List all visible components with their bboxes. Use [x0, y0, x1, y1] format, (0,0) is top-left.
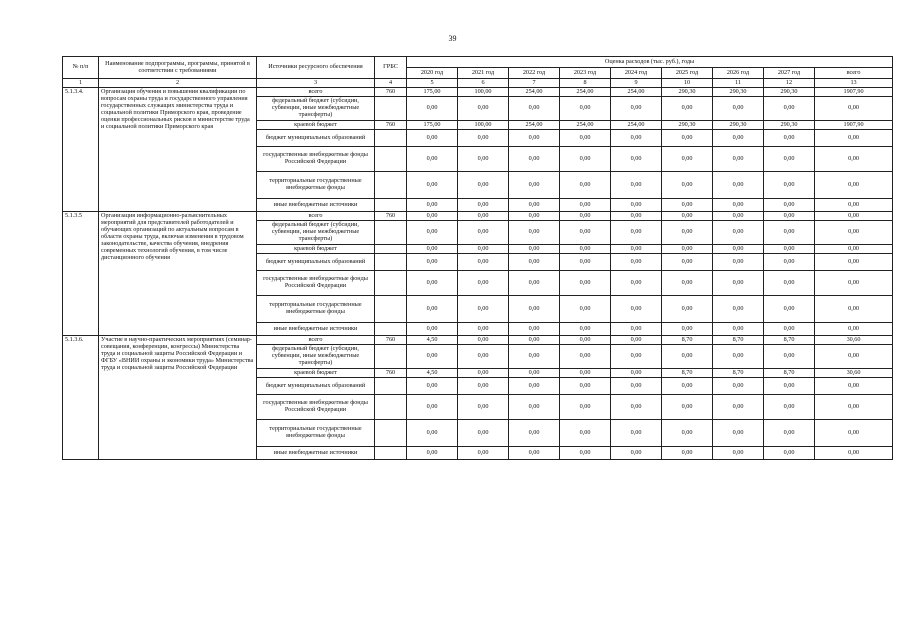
year-value-cell: 0,00 [560, 172, 611, 199]
year-value-cell: 0,00 [560, 420, 611, 447]
year-value-cell: 0,00 [509, 271, 560, 296]
year-value-cell: 0,00 [764, 271, 815, 296]
grbs-cell: 760 [375, 212, 407, 221]
total-cell: 0,00 [815, 254, 893, 271]
year-value-cell: 175,00 [407, 88, 458, 97]
year-value-cell: 0,00 [662, 345, 713, 369]
year-value-cell: 0,00 [764, 345, 815, 369]
year-value-cell: 0,00 [611, 345, 662, 369]
year-value-cell: 8,70 [764, 336, 815, 345]
year-value-cell: 0,00 [509, 296, 560, 323]
header-grbs: ГРБС [375, 57, 407, 79]
year-value-cell: 0,00 [458, 97, 509, 121]
year-value-cell: 0,00 [458, 147, 509, 172]
year-value-cell: 0,00 [560, 97, 611, 121]
column-index: 4 [375, 79, 407, 88]
measure-name: Организация обучения и повышения квалификации по вопросам охраны труда и государственного управления государственных служащих министерства труда и социальной политики Приморского края, проведение оценки профессиональных рисков в министерстве труда и социальной политики Приморского края [99, 88, 257, 212]
year-value-cell: 0,00 [458, 447, 509, 460]
grbs-cell [375, 97, 407, 121]
year-value-cell: 0,00 [662, 199, 713, 212]
header-year: 2022 год [509, 68, 560, 79]
year-value-cell: 0,00 [560, 395, 611, 420]
column-index: 5 [407, 79, 458, 88]
grbs-cell [375, 395, 407, 420]
year-value-cell: 0,00 [611, 130, 662, 147]
funding-source: бюджет муниципальных образований [257, 378, 375, 395]
header-name: Наименование подпрограммы, программы, принятой в соответствии с требованиями [99, 57, 257, 79]
year-value-cell: 0,00 [560, 130, 611, 147]
year-value-cell: 0,00 [407, 271, 458, 296]
year-value-cell: 0,00 [713, 395, 764, 420]
year-value-cell: 0,00 [509, 245, 560, 254]
year-value-cell: 0,00 [458, 221, 509, 245]
header-year: 2023 год [560, 68, 611, 79]
year-value-cell: 0,00 [560, 296, 611, 323]
year-value-cell: 0,00 [560, 245, 611, 254]
grbs-cell [375, 147, 407, 172]
year-value-cell: 0,00 [509, 336, 560, 345]
year-value-cell: 0,00 [764, 221, 815, 245]
year-value-cell: 0,00 [764, 147, 815, 172]
year-value-cell: 0,00 [611, 378, 662, 395]
year-value-cell: 0,00 [662, 130, 713, 147]
funding-source: иные внебюджетные источники [257, 199, 375, 212]
year-value-cell: 0,00 [662, 447, 713, 460]
grbs-cell [375, 172, 407, 199]
year-value-cell: 290,30 [713, 121, 764, 130]
year-value-cell: 0,00 [509, 254, 560, 271]
year-value-cell: 0,00 [560, 212, 611, 221]
grbs-cell [375, 130, 407, 147]
table-row [63, 88, 893, 97]
year-value-cell: 0,00 [764, 395, 815, 420]
year-value-cell: 290,30 [662, 88, 713, 97]
header-year: 2021 год [458, 68, 509, 79]
year-value-cell: 0,00 [662, 245, 713, 254]
year-value-cell: 0,00 [458, 378, 509, 395]
year-value-cell: 0,00 [509, 130, 560, 147]
year-value-cell: 8,70 [662, 336, 713, 345]
year-value-cell: 0,00 [509, 199, 560, 212]
funding-source: территориальные государственные внебюджетные фонды [257, 172, 375, 199]
year-value-cell: 0,00 [662, 221, 713, 245]
column-index: 7 [509, 79, 560, 88]
funding-source: государственные внебюджетные фонды Российской Федерации [257, 147, 375, 172]
year-value-cell: 8,70 [662, 369, 713, 378]
year-value-cell: 0,00 [509, 420, 560, 447]
column-index: 6 [458, 79, 509, 88]
year-value-cell: 0,00 [662, 254, 713, 271]
year-value-cell: 254,00 [509, 121, 560, 130]
grbs-cell [375, 447, 407, 460]
year-value-cell: 0,00 [611, 271, 662, 296]
year-value-cell: 0,00 [509, 172, 560, 199]
year-value-cell: 254,00 [509, 88, 560, 97]
year-value-cell: 254,00 [560, 121, 611, 130]
year-value-cell: 0,00 [407, 130, 458, 147]
year-value-cell: 0,00 [611, 245, 662, 254]
funding-source: федеральный бюджет (субсидии, субвенции, иные межбюджетные трансферты) [257, 97, 375, 121]
year-value-cell: 0,00 [611, 254, 662, 271]
year-value-cell: 0,00 [509, 147, 560, 172]
year-value-cell: 0,00 [509, 369, 560, 378]
column-index-row [63, 79, 893, 88]
total-cell: 30,60 [815, 369, 893, 378]
header-num: № п/п [63, 57, 99, 79]
total-cell: 0,00 [815, 199, 893, 212]
year-value-cell: 0,00 [611, 147, 662, 172]
year-value-cell: 175,00 [407, 121, 458, 130]
year-value-cell: 8,70 [713, 369, 764, 378]
year-value-cell: 0,00 [662, 420, 713, 447]
page-number: 39 [448, 34, 457, 43]
year-value-cell: 0,00 [662, 147, 713, 172]
year-value-cell: 0,00 [764, 378, 815, 395]
grbs-cell [375, 271, 407, 296]
measure-code: 5.1.3.4. [63, 88, 99, 212]
header-year: 2027 год [764, 68, 815, 79]
year-value-cell: 0,00 [713, 245, 764, 254]
year-value-cell: 0,00 [560, 199, 611, 212]
total-cell: 0,00 [815, 97, 893, 121]
year-value-cell: 0,00 [560, 336, 611, 345]
year-value-cell: 0,00 [458, 296, 509, 323]
year-value-cell: 254,00 [611, 121, 662, 130]
header-year: 2026 год [713, 68, 764, 79]
year-value-cell: 100,00 [458, 88, 509, 97]
year-value-cell: 0,00 [458, 199, 509, 212]
funding-source: краевой бюджет [257, 369, 375, 378]
year-value-cell: 0,00 [662, 395, 713, 420]
funding-source: краевой бюджет [257, 121, 375, 130]
year-value-cell: 0,00 [611, 369, 662, 378]
grbs-cell: 760 [375, 121, 407, 130]
year-value-cell: 0,00 [713, 212, 764, 221]
grbs-cell [375, 221, 407, 245]
year-value-cell: 0,00 [407, 199, 458, 212]
year-value-cell: 0,00 [662, 271, 713, 296]
header-total: всего [815, 68, 893, 79]
year-value-cell: 0,00 [611, 296, 662, 323]
year-value-cell: 0,00 [713, 221, 764, 245]
year-value-cell: 0,00 [611, 420, 662, 447]
year-value-cell: 0,00 [662, 378, 713, 395]
year-value-cell: 0,00 [764, 254, 815, 271]
year-value-cell: 290,30 [662, 121, 713, 130]
column-index: 9 [611, 79, 662, 88]
year-value-cell: 0,00 [509, 447, 560, 460]
year-value-cell: 0,00 [764, 130, 815, 147]
funding-source: иные внебюджетные источники [257, 323, 375, 336]
year-value-cell: 0,00 [407, 254, 458, 271]
year-value-cell: 0,00 [560, 447, 611, 460]
year-value-cell: 0,00 [713, 345, 764, 369]
year-value-cell: 0,00 [407, 97, 458, 121]
grbs-cell: 760 [375, 369, 407, 378]
column-index: 10 [662, 79, 713, 88]
grbs-cell: 760 [375, 336, 407, 345]
header-year: 2024 год [611, 68, 662, 79]
year-value-cell: 0,00 [764, 245, 815, 254]
header-estimate: Оценка расходов (тыс. руб.), годы [407, 57, 893, 68]
year-value-cell: 0,00 [407, 323, 458, 336]
total-cell: 0,00 [815, 245, 893, 254]
funding-source: федеральный бюджет (субсидии, субвенции, иные межбюджетные трансферты) [257, 345, 375, 369]
year-value-cell: 0,00 [662, 323, 713, 336]
total-cell: 0,00 [815, 447, 893, 460]
year-value-cell: 0,00 [458, 271, 509, 296]
measure-code: 5.1.3.6. [63, 336, 99, 460]
year-value-cell: 100,00 [458, 121, 509, 130]
year-value-cell: 0,00 [458, 420, 509, 447]
year-value-cell: 0,00 [458, 323, 509, 336]
measure-name: Участие в научно-практических мероприятиях (семинар-совещания, конференции, конгрессы) Министерства труда и социальной защиты Российской Федерации и ФГБУ «ВНИИ охраны и экономики труда» Министерства труда и социальной защиты Российской Федерации [99, 336, 257, 460]
year-value-cell: 0,00 [458, 130, 509, 147]
year-value-cell: 0,00 [611, 447, 662, 460]
year-value-cell: 0,00 [458, 245, 509, 254]
year-value-cell: 0,00 [560, 323, 611, 336]
column-index: 12 [764, 79, 815, 88]
total-cell: 0,00 [815, 212, 893, 221]
year-value-cell: 0,00 [509, 97, 560, 121]
year-value-cell: 0,00 [509, 345, 560, 369]
column-index: 11 [713, 79, 764, 88]
year-value-cell: 0,00 [407, 221, 458, 245]
funding-source: иные внебюджетные источники [257, 447, 375, 460]
year-value-cell: 0,00 [764, 199, 815, 212]
total-cell: 0,00 [815, 420, 893, 447]
year-value-cell: 0,00 [713, 378, 764, 395]
table-row [63, 336, 893, 345]
year-value-cell: 0,00 [509, 378, 560, 395]
table-body [63, 88, 893, 460]
funding-source: государственные внебюджетные фонды Российской Федерации [257, 395, 375, 420]
year-value-cell: 0,00 [509, 221, 560, 245]
total-cell: 0,00 [815, 221, 893, 245]
column-index: 1 [63, 79, 99, 88]
year-value-cell: 0,00 [407, 447, 458, 460]
year-value-cell: 0,00 [764, 172, 815, 199]
grbs-cell [375, 199, 407, 212]
column-index: 3 [257, 79, 375, 88]
year-value-cell: 0,00 [764, 212, 815, 221]
total-cell: 1907,90 [815, 88, 893, 97]
year-value-cell: 0,00 [458, 254, 509, 271]
year-value-cell: 4,50 [407, 336, 458, 345]
funding-source: территориальные государственные внебюджетные фонды [257, 420, 375, 447]
year-value-cell: 0,00 [560, 271, 611, 296]
year-value-cell: 0,00 [713, 420, 764, 447]
total-cell: 0,00 [815, 296, 893, 323]
year-value-cell: 0,00 [713, 172, 764, 199]
year-value-cell: 8,70 [713, 336, 764, 345]
total-cell: 0,00 [815, 378, 893, 395]
year-value-cell: 0,00 [407, 212, 458, 221]
year-value-cell: 0,00 [458, 369, 509, 378]
year-value-cell: 0,00 [662, 172, 713, 199]
year-value-cell: 0,00 [713, 447, 764, 460]
measure-code: 5.1.3.5 [63, 212, 99, 336]
table-row [63, 212, 893, 221]
budget-table [62, 56, 893, 460]
year-value-cell: 0,00 [764, 420, 815, 447]
year-value-cell: 0,00 [611, 212, 662, 221]
header-year: 2020 год [407, 68, 458, 79]
grbs-cell [375, 323, 407, 336]
year-value-cell: 0,00 [764, 97, 815, 121]
year-value-cell: 0,00 [458, 345, 509, 369]
year-value-cell: 0,00 [611, 323, 662, 336]
column-index: 13 [815, 79, 893, 88]
year-value-cell: 0,00 [407, 296, 458, 323]
grbs-cell [375, 378, 407, 395]
year-value-cell: 0,00 [611, 172, 662, 199]
year-value-cell: 0,00 [662, 212, 713, 221]
year-value-cell: 0,00 [611, 97, 662, 121]
grbs-cell [375, 245, 407, 254]
total-cell: 1907,90 [815, 121, 893, 130]
year-value-cell: 0,00 [407, 147, 458, 172]
year-value-cell: 8,70 [764, 369, 815, 378]
year-value-cell: 0,00 [509, 212, 560, 221]
total-cell: 30,60 [815, 336, 893, 345]
year-value-cell: 0,00 [560, 378, 611, 395]
year-value-cell: 254,00 [611, 88, 662, 97]
year-value-cell: 0,00 [611, 395, 662, 420]
year-value-cell: 0,00 [560, 147, 611, 172]
year-value-cell: 0,00 [407, 378, 458, 395]
grbs-cell [375, 420, 407, 447]
year-value-cell: 0,00 [764, 447, 815, 460]
year-value-cell: 0,00 [611, 199, 662, 212]
grbs-cell [375, 296, 407, 323]
total-cell: 0,00 [815, 147, 893, 172]
grbs-cell [375, 345, 407, 369]
measure-name: Организация информационно-разъяснительных мероприятий для представителей работодателей и обучающих организаций по актуальным вопросам в области охраны труда, включая изменения в трудовом законодательстве, качества обучения, внедрения современных технологий обучения, в том числе дистанционного обучения [99, 212, 257, 336]
year-value-cell: 290,30 [764, 121, 815, 130]
column-index: 8 [560, 79, 611, 88]
year-value-cell: 0,00 [662, 296, 713, 323]
year-value-cell: 0,00 [713, 296, 764, 323]
funding-source: краевой бюджет [257, 245, 375, 254]
year-value-cell: 0,00 [713, 323, 764, 336]
grbs-cell: 760 [375, 88, 407, 97]
year-value-cell: 0,00 [713, 271, 764, 296]
year-value-cell: 0,00 [560, 254, 611, 271]
column-index: 2 [99, 79, 257, 88]
funding-source: государственные внебюджетные фонды Российской Федерации [257, 271, 375, 296]
year-value-cell: 0,00 [560, 369, 611, 378]
year-value-cell: 0,00 [407, 172, 458, 199]
header-source: Источники ресурсного обеспечения [257, 57, 375, 79]
year-value-cell: 4,50 [407, 369, 458, 378]
year-value-cell: 0,00 [407, 420, 458, 447]
year-value-cell: 0,00 [611, 221, 662, 245]
funding-source: всего [257, 88, 375, 97]
year-value-cell: 0,00 [662, 97, 713, 121]
year-value-cell: 0,00 [560, 221, 611, 245]
year-value-cell: 254,00 [560, 88, 611, 97]
year-value-cell: 0,00 [509, 323, 560, 336]
funding-source: территориальные государственные внебюджетные фонды [257, 296, 375, 323]
funding-source: бюджет муниципальных образований [257, 254, 375, 271]
year-value-cell: 0,00 [560, 345, 611, 369]
funding-source: федеральный бюджет (субсидии, субвенции, иные межбюджетные трансферты) [257, 221, 375, 245]
year-value-cell: 0,00 [713, 254, 764, 271]
total-cell: 0,00 [815, 130, 893, 147]
funding-source: бюджет муниципальных образований [257, 130, 375, 147]
funding-source: всего [257, 336, 375, 345]
year-value-cell: 0,00 [611, 336, 662, 345]
year-value-cell: 0,00 [713, 199, 764, 212]
grbs-cell [375, 254, 407, 271]
total-cell: 0,00 [815, 323, 893, 336]
total-cell: 0,00 [815, 395, 893, 420]
year-value-cell: 0,00 [458, 395, 509, 420]
header-year: 2025 год [662, 68, 713, 79]
year-value-cell: 0,00 [458, 212, 509, 221]
year-value-cell: 0,00 [458, 336, 509, 345]
funding-source: всего [257, 212, 375, 221]
year-value-cell: 0,00 [713, 97, 764, 121]
year-value-cell: 0,00 [764, 296, 815, 323]
year-value-cell: 290,30 [713, 88, 764, 97]
year-value-cell: 0,00 [509, 395, 560, 420]
year-value-cell: 0,00 [764, 323, 815, 336]
year-value-cell: 0,00 [713, 130, 764, 147]
year-value-cell: 0,00 [407, 245, 458, 254]
year-value-cell: 0,00 [407, 395, 458, 420]
total-cell: 0,00 [815, 271, 893, 296]
year-value-cell: 0,00 [407, 345, 458, 369]
total-cell: 0,00 [815, 345, 893, 369]
year-value-cell: 0,00 [713, 147, 764, 172]
year-value-cell: 290,30 [764, 88, 815, 97]
total-cell: 0,00 [815, 172, 893, 199]
year-value-cell: 0,00 [458, 172, 509, 199]
